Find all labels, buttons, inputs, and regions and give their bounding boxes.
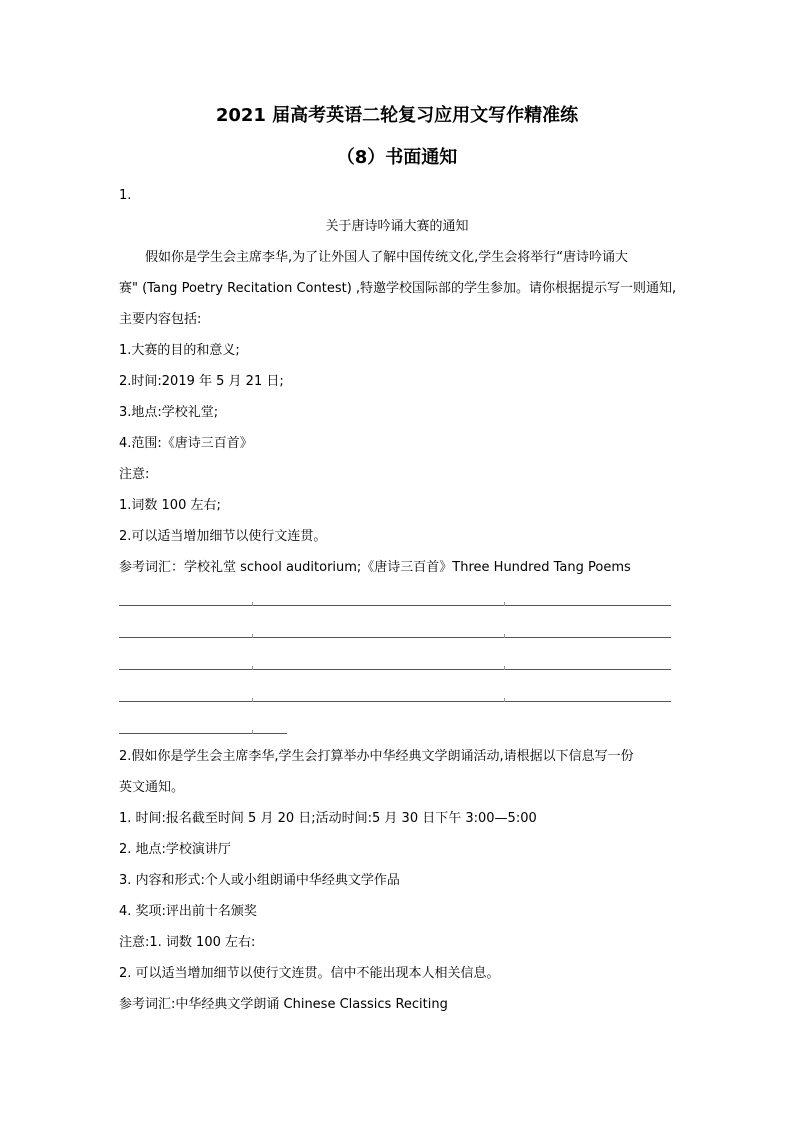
question-2-notes-line-2: 2. 可以适当增加细节以使行文连贯。信中不能出现本人相关信息。 bbox=[119, 966, 500, 981]
question-1-prompt-line-3: 主要内容包括: bbox=[119, 312, 202, 327]
question-1-prompt-line-2: 赛" (Tang Poetry Recitation Contest) ,特邀学校国际部的学生参加。请你根据提示写一则通知, bbox=[119, 281, 677, 296]
answer-line bbox=[119, 701, 671, 702]
question-1-note-1: 1.词数 100 左右; bbox=[119, 498, 221, 513]
document-title: 2021 届高考英语二轮复习应用文写作精准练 bbox=[215, 105, 579, 126]
question-2-prompt-line-2: 英文通知。 bbox=[119, 780, 185, 795]
question-1-notes-label: 注意: bbox=[119, 467, 150, 482]
answer-line bbox=[119, 605, 671, 606]
question-2-notes-line-1: 注意:1. 词数 100 左右: bbox=[119, 935, 256, 950]
question-2-item-3: 3. 内容和形式:个人或小组朗诵中华经典文学作品 bbox=[119, 873, 400, 888]
answer-line bbox=[119, 669, 671, 670]
question-1-reference-vocab: 参考词汇：学校礼堂 school auditorium;《唐诗三百首》Three Hundred Tang Poems bbox=[119, 560, 631, 575]
question-1-note-2: 2.可以适当增加细节以使行文连贯。 bbox=[119, 529, 327, 544]
question-1-number: 1. bbox=[119, 188, 132, 203]
question-2-prompt-line-1: 2.假如你是学生会主席李华,学生会打算举办中华经典文学朗诵活动,请根据以下信息写一份 bbox=[119, 749, 634, 764]
answer-line bbox=[119, 733, 287, 734]
question-2-item-4: 4. 奖项:评出前十名颁奖 bbox=[119, 904, 257, 919]
document-subtitle: （8）书面通知 bbox=[336, 147, 458, 168]
question-1-prompt-line-1: 假如你是学生会主席李华,为了让外国人了解中国传统文化,学生会将举行“唐诗吟诵大 bbox=[145, 250, 629, 265]
question-2-item-2: 2. 地点:学校演讲厅 bbox=[119, 842, 231, 857]
question-1-item-3: 3.地点:学校礼堂; bbox=[119, 405, 219, 420]
question-2-item-1: 1. 时间:报名截至时间 5 月 20 日;活动时间:5 月 30 日下午 3:00—5:00 bbox=[119, 811, 537, 826]
question-1-item-1: 1.大赛的目的和意义; bbox=[119, 343, 240, 358]
question-1-heading: 关于唐诗吟诵大赛的通知 bbox=[325, 219, 469, 234]
answer-line bbox=[119, 637, 671, 638]
question-1-item-4: 4.范围:《唐诗三百首》 bbox=[119, 436, 253, 451]
question-2-reference-vocab: 参考词汇:中华经典文学朗诵 Chinese Classics Reciting bbox=[119, 997, 448, 1012]
question-1-item-2: 2.时间:2019 年 5 月 21 日; bbox=[119, 374, 284, 389]
